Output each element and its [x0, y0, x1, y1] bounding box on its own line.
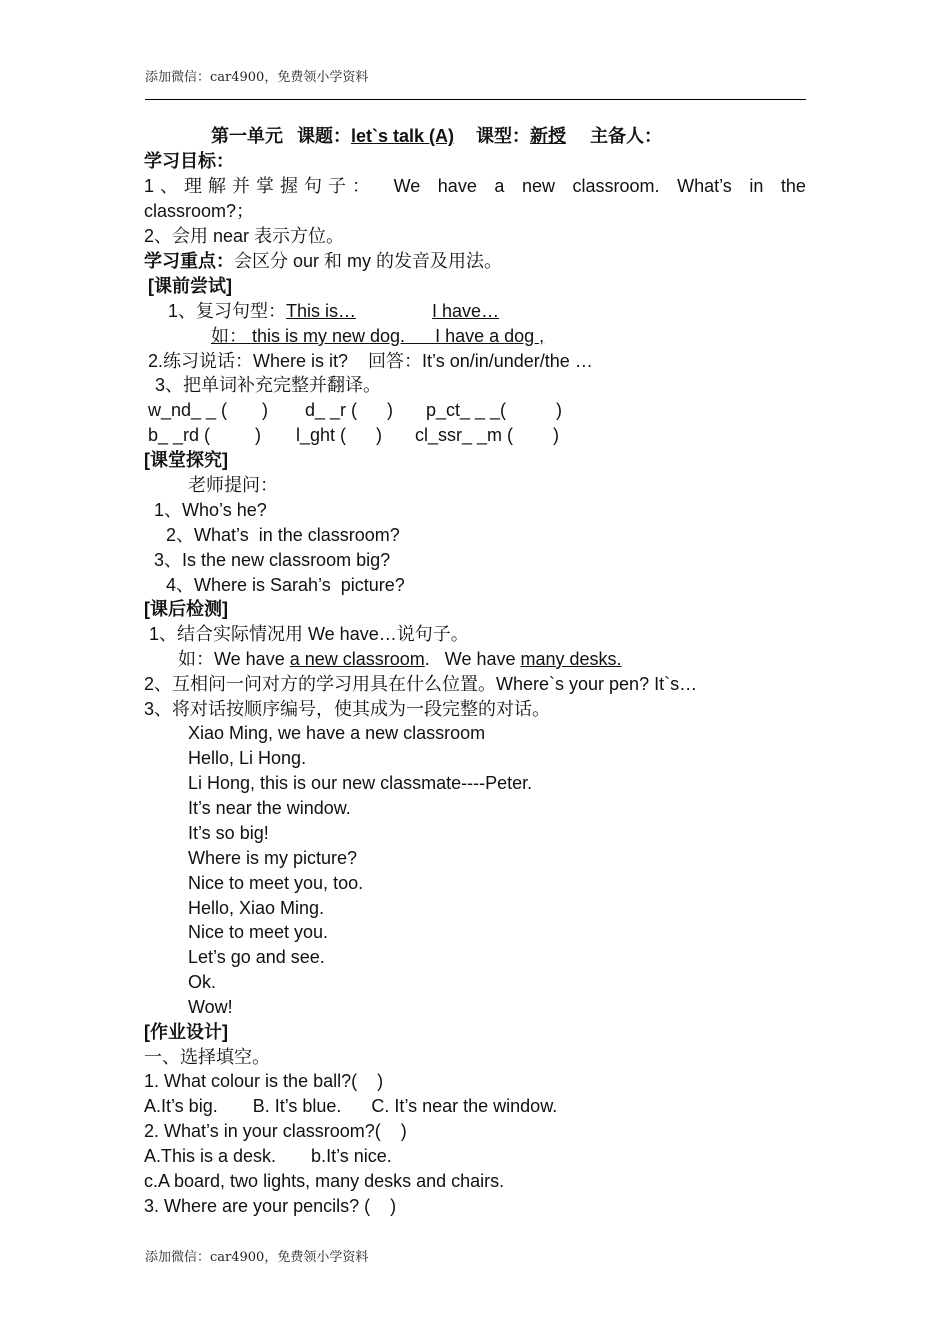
- dialogue-line: Nice to meet you, too.: [188, 873, 364, 893]
- homework-question-1-options: A.It’s big. B. It’s blue. C. It’s near the window.: [144, 1096, 558, 1116]
- goal-1-word: have: [437, 176, 477, 196]
- inclass-intro: 老师提问：: [188, 475, 278, 495]
- homework-question-2-option-c: c.A board, two lights, many desks and chairs.: [144, 1171, 505, 1191]
- goal-1-word: We: [393, 176, 421, 196]
- pattern-i-have: I have…: [432, 301, 500, 321]
- homework-question-2-options: A.This is a desk. b.It’s nice.: [144, 1146, 392, 1166]
- homework-heading: [作业设计]: [144, 1022, 228, 1042]
- after-item-3: 3、将对话按顺序编号，使其成为一段完整的对话。: [144, 699, 551, 719]
- dialogue-line: Li Hong, this is our new classmate----Peter.: [188, 773, 533, 793]
- word-blank: w_nd_ _ ( ): [148, 400, 269, 420]
- goal-1-word: classroom.: [572, 176, 660, 196]
- homework-subheading: 一、选择填空。: [144, 1047, 270, 1067]
- homework-question-3: 3. Where are your pencils? ( ): [144, 1196, 397, 1216]
- after-example-underlined-1: a new classroom: [289, 649, 425, 669]
- title-type: 新授: [530, 126, 567, 146]
- after-example-underlined-2: many desks.: [520, 649, 622, 669]
- title-unit: 第一单元: [211, 126, 283, 146]
- goal-1-word: in: [749, 176, 764, 196]
- question-1: 1、Who’s he?: [154, 500, 267, 520]
- dialogue-line: It’s so big!: [188, 823, 269, 843]
- title-type-label: 课型：: [476, 126, 531, 146]
- pre-item-3: 3、把单词补充完整并翻译。: [155, 375, 382, 395]
- question-4: 4、Where is Sarah’s picture?: [166, 575, 405, 595]
- page-footer: 添加微信：car4900，免费领小学资料: [145, 1250, 369, 1265]
- header-divider: [145, 99, 806, 100]
- dialogue-line: Let’s go and see.: [188, 947, 325, 967]
- focus-label: 学习重点：: [144, 251, 234, 271]
- title-topic: let`s talk (A): [351, 126, 455, 146]
- after-item-2: 2、互相问一问对方的学习用具在什么位置。Where`s your pen? It`s…: [144, 674, 698, 694]
- goal-2: 2、会用 near 表示方位。: [144, 226, 345, 246]
- title-topic-label: 课题：: [297, 126, 351, 146]
- after-example-prefix: 如：We have: [178, 649, 290, 669]
- goal-1-word: What’s: [677, 176, 732, 196]
- pre-item-1-example: 如： this is my new dog. I have a dog ,: [211, 326, 545, 346]
- focus-line: [144, 249, 502, 273]
- pre-heading: [课前尝试]: [148, 276, 232, 296]
- word-blank: cl_ssr_ _m ( ): [415, 425, 560, 445]
- dialogue-line: Hello, Xiao Ming.: [188, 898, 325, 918]
- goal-1-word: new: [521, 176, 555, 196]
- word-blank: p_ct_ _ _( ): [426, 400, 563, 420]
- word-blank: b_ _rd ( ): [148, 425, 262, 445]
- dialogue-line: Xiao Ming, we have a new classroom: [188, 723, 486, 743]
- goal-1-prefix: 1、理解并掌握句子：: [144, 176, 377, 196]
- after-item-1: 1、结合实际情况用 We have…说句子。: [149, 624, 469, 644]
- after-example: [178, 647, 622, 671]
- dialogue-line: Nice to meet you.: [188, 922, 329, 942]
- after-example-mid: . We have: [424, 649, 521, 669]
- dialogue-line: Wow!: [188, 997, 233, 1017]
- after-heading: [课后检测]: [144, 599, 228, 619]
- page-title: [211, 124, 662, 148]
- inclass-heading: [课堂探究]: [144, 450, 228, 470]
- goals-heading: 学习目标：: [144, 151, 234, 171]
- word-blank: l_ght ( ): [296, 425, 383, 445]
- title-author-label: 主备人：: [590, 126, 663, 146]
- goal-1-continued: classroom?；: [144, 201, 255, 221]
- goal-1-line: [144, 174, 806, 198]
- question-2: 2、What’s in the classroom?: [166, 525, 400, 545]
- pattern-this-is: This is…: [286, 301, 357, 321]
- focus-text: 会区分 our 和 my 的发音及用法。: [234, 251, 503, 271]
- word-blank: d_ _r ( ): [305, 400, 394, 420]
- dialogue-line: Where is my picture?: [188, 848, 358, 868]
- homework-question-1: 1. What colour is the ball?( ): [144, 1071, 384, 1091]
- goal-1-word: the: [780, 176, 806, 196]
- page-header: 添加微信：car4900，免费领小学资料: [145, 70, 369, 85]
- dialogue-line: It’s near the window.: [188, 798, 351, 818]
- goal-1-word: a: [494, 176, 505, 196]
- dialogue-line: Ok.: [188, 972, 217, 992]
- pre-item-2: 2.练习说话：Where is it? 回答：It’s on/in/under/the …: [148, 351, 593, 371]
- dialogue-line: Hello, Li Hong.: [188, 748, 307, 768]
- pre-item-1-prefix: 1、复习句型：: [168, 301, 287, 321]
- homework-question-2: 2. What’s in your classroom?( ): [144, 1121, 407, 1141]
- question-3: 3、Is the new classroom big?: [154, 550, 391, 570]
- pre-item-1: [168, 299, 513, 323]
